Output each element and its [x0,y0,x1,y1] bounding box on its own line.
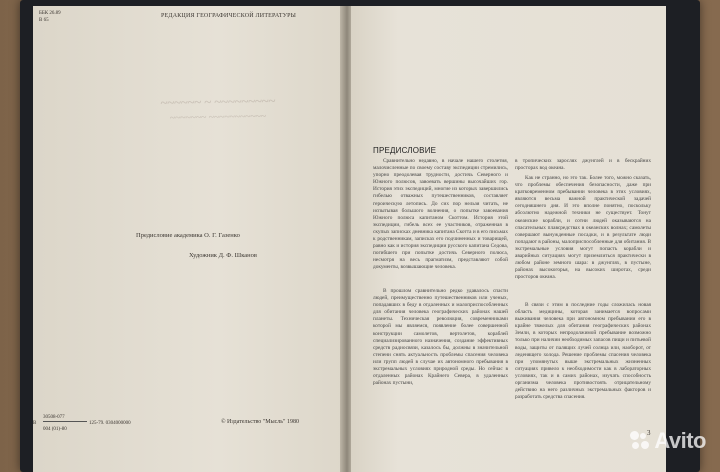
column2-paragraph2: Как не странно, но это так. Более того, можно сказать, что проблемы обеспечения безопасности, даже при кратковременном пребывании человека в этих условиях, являются весьма важной практической задачей сегодняшнего дня. И это вполне понятно, поскольку абсолютно надежной техники не существует. Тонут океанские корабли, и сотни людей оказываются на спасательных плавсредствах в океанских волнах; самолеты совершают вынужденные посадки, и в результате люди попадают в районы, малоприспособленные для обитания. В экстремальные условия могут попасть корабли и аварийных ситуациях могут приземлиться практически в любом районе земного шара: в джунглях, в пустыне, районах высокогорья, на высоких широтах, среди просторов океана. [515,175,651,281]
preface-credit: Предисловие академика О. Г. Газенко [136,232,240,239]
avito-brand-text: Avito [654,428,706,453]
column2-paragraph3: В связи с этим в последние годы сложилась новая область медицины, которая занимается вопросами выживания человека при автономном пребывании его в крайне тяжелых для обитания географических районах Земли, в которых непродолжимой пребывание возможно только при наличии необходимых запасов пищи и питьевой воды, защиты от палящих лучей солнца или, наоборот, от леденящего холода. Решение проблемы спасения человека при упомянутых выше экстремальных жизненных ситуациях привело к необходимости как в лабораторных условиях, так и в самих районах, изучать способность организма человека противостоять отрицательному действию на него различных экстремальных факторов и разработать средства спасения. [515,302,651,401]
left-page [33,6,343,472]
column1-paragraph2: В прошлом сравнительно редко удавалось спасти людей, преимущественно путешественников или ученых, попадавших в беду в отдаленных и малоприспособленных для обитания человека географических районах нашей планеты. Техническая революция, современниками которой мы являемся, появление более совершенной конструкции самолетов, вертолетов, кораблей специализированного назначения, создание эффективных средств радиосвязи, казалось бы, должны в значительной степени снять актуальность проблемы спасения человека или групп людей в случае их автономного пребывания в экстремальных условиях природной среды. Но сейчас в отдаленных районах Крайнего Севера, в удаленных районах пустыни, [373,288,508,387]
isbn-line-1: 30508-077 [43,415,65,420]
show-through-subtitle: ~~~~~~~ ~~~~~~~~~~~ [169,111,267,124]
isbn-line-2: 004 (01)-80 [43,427,67,432]
avito-watermark [630,428,706,454]
isbn-rule [43,421,87,422]
isbn-line-3: 125-79. 0304000000 [89,421,131,426]
show-through-title: ~~~~~~ ~ ~~~~~~~~~ [160,93,276,110]
right-page [351,6,666,472]
page-number: 3 [647,429,651,437]
artist-credit: Художник Д. Ф. Шканов [189,252,257,259]
library-code-2: В 65 [39,18,49,23]
avito-logo-icon [630,431,650,451]
library-code-1: ББК 26.89 [39,11,61,16]
column2-paragraph1: в тропических зарослях джунглей и в бескрайних просторах вод океана. [515,158,651,172]
editorial-line: РЕДАКЦИЯ ГЕОГРАФИЧЕСКОЙ ЛИТЕРАТУРЫ [161,13,297,19]
preface-heading: ПРЕДИСЛОВИЕ [373,146,437,155]
column1-paragraph1: Сравнительно недавно, в начале нашего столетия, малочисленные по своему составу экспедиции стремились, упорно преодолевая трудности, достичь Северного и Южного полюсов, завоевать вершины высочайших гор. История этих экспедиций, многие из которых завершились гибелью отважных путешественников, составляет героическую летопись. До сих пор нельзя читать, не испытывая большого волнения, о попытке завоевания Южного полюса капитаном Скоттом. История этой экспедиции, гибель всех ее участников, отраженная в скупых записках дневника капитана Скотта и в его письмах к родственникам, записках его подчиненных и товарищей, равно как и история экспедиции русского капитана Седова, погибшего при попытке достичь Северного полюса, несмотря на весь прагматизм, представляют собой документы, возвышающие человека. [373,158,508,271]
publisher-line: © Издательство "Мысль" 1980 [221,419,299,425]
isbn-prefix: В [33,421,37,426]
